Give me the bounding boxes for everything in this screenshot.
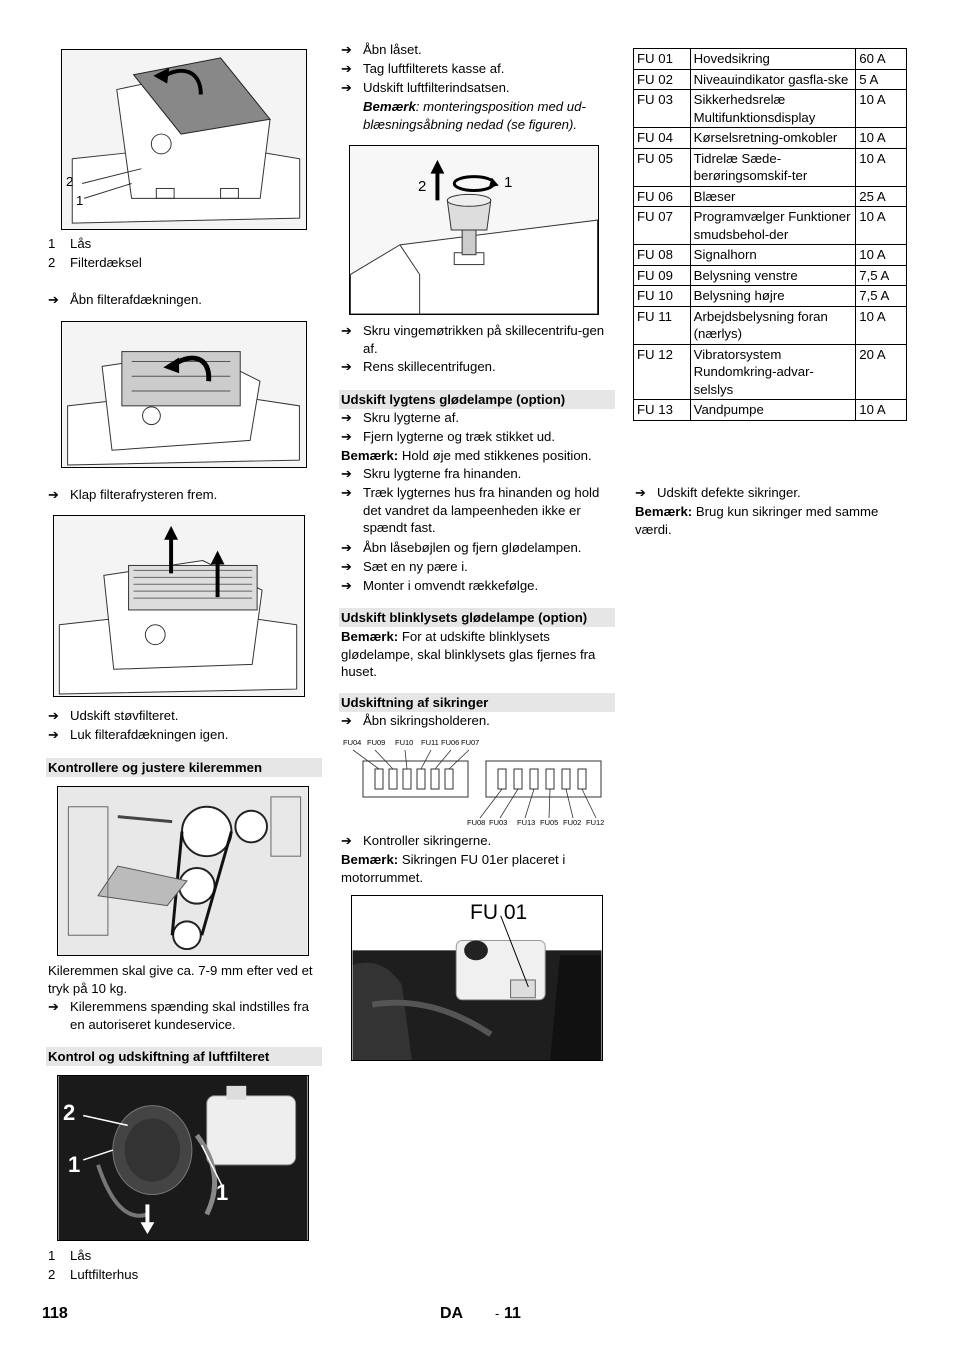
arrow-icon: ➔ xyxy=(341,61,352,76)
arrow-icon: ➔ xyxy=(341,80,352,95)
instruction-step: ➔ Kontroller sikringerne. xyxy=(341,833,492,848)
instruction-step: ➔ Åbn filterafdækningen. xyxy=(48,292,202,307)
table-cell: Arbejdsbelysning foran (nærlys) xyxy=(690,306,856,344)
legend-text: Lås xyxy=(70,1248,92,1263)
table-cell: FU 09 xyxy=(634,265,691,286)
legend-text: Lås xyxy=(70,236,92,251)
legend-text: Filterdæksel xyxy=(70,255,142,270)
figure-vbelt xyxy=(57,786,309,956)
figure-label: 2 xyxy=(63,1100,76,1125)
footer-separator: - xyxy=(495,1306,500,1321)
fuse-table xyxy=(633,48,907,421)
table-cell: FU 10 xyxy=(634,286,691,307)
table-row xyxy=(634,344,907,400)
table-row xyxy=(634,286,907,307)
section-heading: Kontrollere og justere kileremmen xyxy=(46,758,322,777)
table-cell: FU 02 xyxy=(634,69,691,90)
table-cell: 7,5 A xyxy=(856,265,907,286)
table-cell: Niveauindikator gasfla-ske xyxy=(690,69,856,90)
table-cell: 10 A xyxy=(856,400,907,421)
instruction-step: ➔ Tag luftfilterets kasse af. xyxy=(341,61,505,76)
table-cell: 10 A xyxy=(856,148,907,186)
section-page-number: 11 xyxy=(504,1305,521,1322)
table-cell: FU 07 xyxy=(634,207,691,245)
table-cell: 10 A xyxy=(856,90,907,128)
table-row xyxy=(634,400,907,421)
section-heading: Kontrol og udskiftning af luftfilteret xyxy=(46,1047,322,1066)
fuse-label: FU05 xyxy=(540,818,559,827)
fuse-label: FU04 xyxy=(343,738,362,747)
figure-filter-shaker xyxy=(53,515,305,697)
page-number: 118 xyxy=(42,1305,68,1322)
body-text: Kileremmen skal give ca. 7-9 mm efter ved et tryk på 10 kg. xyxy=(48,963,313,996)
table-cell: Signalhorn xyxy=(690,245,856,266)
table-cell: FU 05 xyxy=(634,148,691,186)
arrow-icon: ➔ xyxy=(48,708,59,723)
figure-label: FU 01 xyxy=(470,901,528,924)
table-row xyxy=(634,265,907,286)
instruction-step: ➔ Klap filterafrysteren frem. xyxy=(48,487,218,502)
table-row xyxy=(634,306,907,344)
arrow-icon: ➔ xyxy=(341,359,352,374)
table-cell: FU 04 xyxy=(634,128,691,149)
table-cell: 20 A xyxy=(856,344,907,400)
language-code: DA xyxy=(440,1305,464,1322)
legend-number: 2 xyxy=(48,255,56,270)
table-row xyxy=(634,186,907,207)
table-row xyxy=(634,69,907,90)
figure-label: 1 xyxy=(504,174,513,191)
fuse-label: FU12 xyxy=(586,818,605,827)
instruction-step: ➔ Kileremmens spænding skal indstilles fra en autoriseret kundeservice. xyxy=(48,999,309,1032)
table-cell: Blæser xyxy=(690,186,856,207)
table-cell: FU 11 xyxy=(634,306,691,344)
instruction-step: ➔ Træk lygternes hus fra hinanden og hold det vandret da lampeenheden ikke er spændt fast. xyxy=(341,485,600,535)
table-cell: Programvælger Funktioner smudsbehol-der xyxy=(690,207,856,245)
fuse-label: FU07 xyxy=(461,738,480,747)
instruction-step: ➔ Udskift luftfilterindsatsen. xyxy=(341,80,510,95)
table-row xyxy=(634,90,907,128)
arrow-icon: ➔ xyxy=(48,487,59,502)
instruction-step: ➔ Sæt en ny pære i. xyxy=(341,559,468,574)
note: Bemærk: monteringsposition med ud-blæsningsåbning nedad (se figuren). xyxy=(363,99,586,132)
table-cell: 25 A xyxy=(856,186,907,207)
instruction-step: ➔ Monter i omvendt rækkefølge. xyxy=(341,578,539,593)
instruction-step: ➔ Åbn sikringsholderen. xyxy=(341,713,490,728)
note-label: Bemærk: xyxy=(341,629,399,644)
arrow-icon: ➔ xyxy=(341,410,352,425)
instruction-step: ➔ Skru lygterne af. xyxy=(341,410,460,425)
note-label: Bemærk: xyxy=(635,504,693,519)
table-cell: Tidrelæ Sæde-berøringsomskif-ter xyxy=(690,148,856,186)
legend-number: 1 xyxy=(48,236,56,251)
arrow-icon: ➔ xyxy=(48,727,59,742)
table-cell: FU 08 xyxy=(634,245,691,266)
instruction-step: ➔ Åbn låset. xyxy=(341,42,422,57)
figure-label: 1 xyxy=(216,1180,229,1205)
table-row xyxy=(634,207,907,245)
figure-filter-cover xyxy=(61,49,307,230)
section-heading: Udskift lygtens glødelampe (option) xyxy=(339,390,615,409)
instruction-step: ➔ Fjern lygterne og træk stikket ud. xyxy=(341,429,556,444)
section-heading: Udskiftning af sikringer xyxy=(339,693,615,712)
section-heading: Udskift blinklysets glødelampe (option) xyxy=(339,608,615,627)
arrow-icon: ➔ xyxy=(341,540,352,555)
legend-number: 1 xyxy=(48,1248,56,1263)
table-cell: 10 A xyxy=(856,245,907,266)
figure-separator xyxy=(349,145,599,315)
figure-airfilter xyxy=(57,1075,309,1241)
fuse-label: FU10 xyxy=(395,738,414,747)
instruction-step: ➔ Rens skillecentrifugen. xyxy=(341,359,496,374)
table-cell: FU 12 xyxy=(634,344,691,400)
fuse-label: FU03 xyxy=(489,818,508,827)
table-cell: 10 A xyxy=(856,306,907,344)
arrow-icon: ➔ xyxy=(341,323,352,338)
legend-text: Luftfilterhus xyxy=(70,1267,139,1282)
figure-label: 2 xyxy=(66,174,74,189)
note: Bemærk: Sikringen FU 01er placeret i motorrummet. xyxy=(341,852,566,885)
table-row xyxy=(634,148,907,186)
fuse-holder-diagram xyxy=(343,740,608,828)
table-cell: Vibratorsystem Rundomkring-advar-selslys xyxy=(690,344,856,400)
fuse-label: FU02 xyxy=(563,818,582,827)
instruction-step: ➔ Luk filterafdækningen igen. xyxy=(48,727,229,742)
arrow-icon: ➔ xyxy=(341,559,352,574)
table-cell: Hovedsikring xyxy=(690,49,856,70)
arrow-icon: ➔ xyxy=(48,999,59,1014)
arrow-icon: ➔ xyxy=(341,485,352,500)
arrow-icon: ➔ xyxy=(635,485,646,500)
instruction-step: ➔ Udskift defekte sikringer. xyxy=(635,485,801,500)
table-row xyxy=(634,245,907,266)
figure-open-cover xyxy=(61,321,307,468)
fuse-label: FU13 xyxy=(517,818,536,827)
note: Bemærk: For at udskifte blinklysets glødelampe, skal blinklysets glas fjernes fra huset. xyxy=(341,629,596,679)
arrow-icon: ➔ xyxy=(48,292,59,307)
fuse-label: FU09 xyxy=(367,738,386,747)
arrow-icon: ➔ xyxy=(341,578,352,593)
table-cell: FU 06 xyxy=(634,186,691,207)
instruction-step: ➔ Skru vingemøtrikken på skillecentrifu-gen af. xyxy=(341,323,605,356)
arrow-icon: ➔ xyxy=(341,429,352,444)
figure-label: 1 xyxy=(76,193,84,208)
fuse-label: FU06 xyxy=(441,738,460,747)
table-cell: 5 A xyxy=(856,69,907,90)
table-cell: FU 03 xyxy=(634,90,691,128)
figure-label: 2 xyxy=(418,178,427,195)
fuse-label: FU11 xyxy=(421,738,439,747)
table-cell: FU 01 xyxy=(634,49,691,70)
table-row xyxy=(634,49,907,70)
table-cell: 10 A xyxy=(856,207,907,245)
instruction-step: ➔ Skru lygterne fra hinanden. xyxy=(341,466,522,481)
note: Bemærk: Hold øje med stikkenes position. xyxy=(341,448,592,463)
table-cell: Kørselsretning-omkobler xyxy=(690,128,856,149)
table-cell: Sikkerhedsrelæ Multifunktionsdisplay xyxy=(690,90,856,128)
note-label: Bemærk: xyxy=(341,852,399,867)
table-row xyxy=(634,128,907,149)
table-cell: 10 A xyxy=(856,128,907,149)
arrow-icon: ➔ xyxy=(341,833,352,848)
instruction-step: ➔ Udskift støvfilteret. xyxy=(48,708,179,723)
note-label: Bemærk: xyxy=(341,448,399,463)
instruction-step: ➔ Åbn låsebøjlen og fjern glødelampen. xyxy=(341,540,582,555)
table-cell: 7,5 A xyxy=(856,286,907,307)
arrow-icon: ➔ xyxy=(341,42,352,57)
table-cell: Belysning venstre xyxy=(690,265,856,286)
arrow-icon: ➔ xyxy=(341,713,352,728)
legend-number: 2 xyxy=(48,1267,56,1282)
fuse-label: FU08 xyxy=(467,818,486,827)
table-cell: Belysning højre xyxy=(690,286,856,307)
figure-label: 1 xyxy=(68,1152,81,1177)
table-cell: Vandpumpe xyxy=(690,400,856,421)
table-cell: 60 A xyxy=(856,49,907,70)
note-label: Bemærk xyxy=(363,99,416,114)
note: Bemærk: Brug kun sikringer med samme værdi. xyxy=(635,504,879,537)
arrow-icon: ➔ xyxy=(341,466,352,481)
table-cell: FU 13 xyxy=(634,400,691,421)
